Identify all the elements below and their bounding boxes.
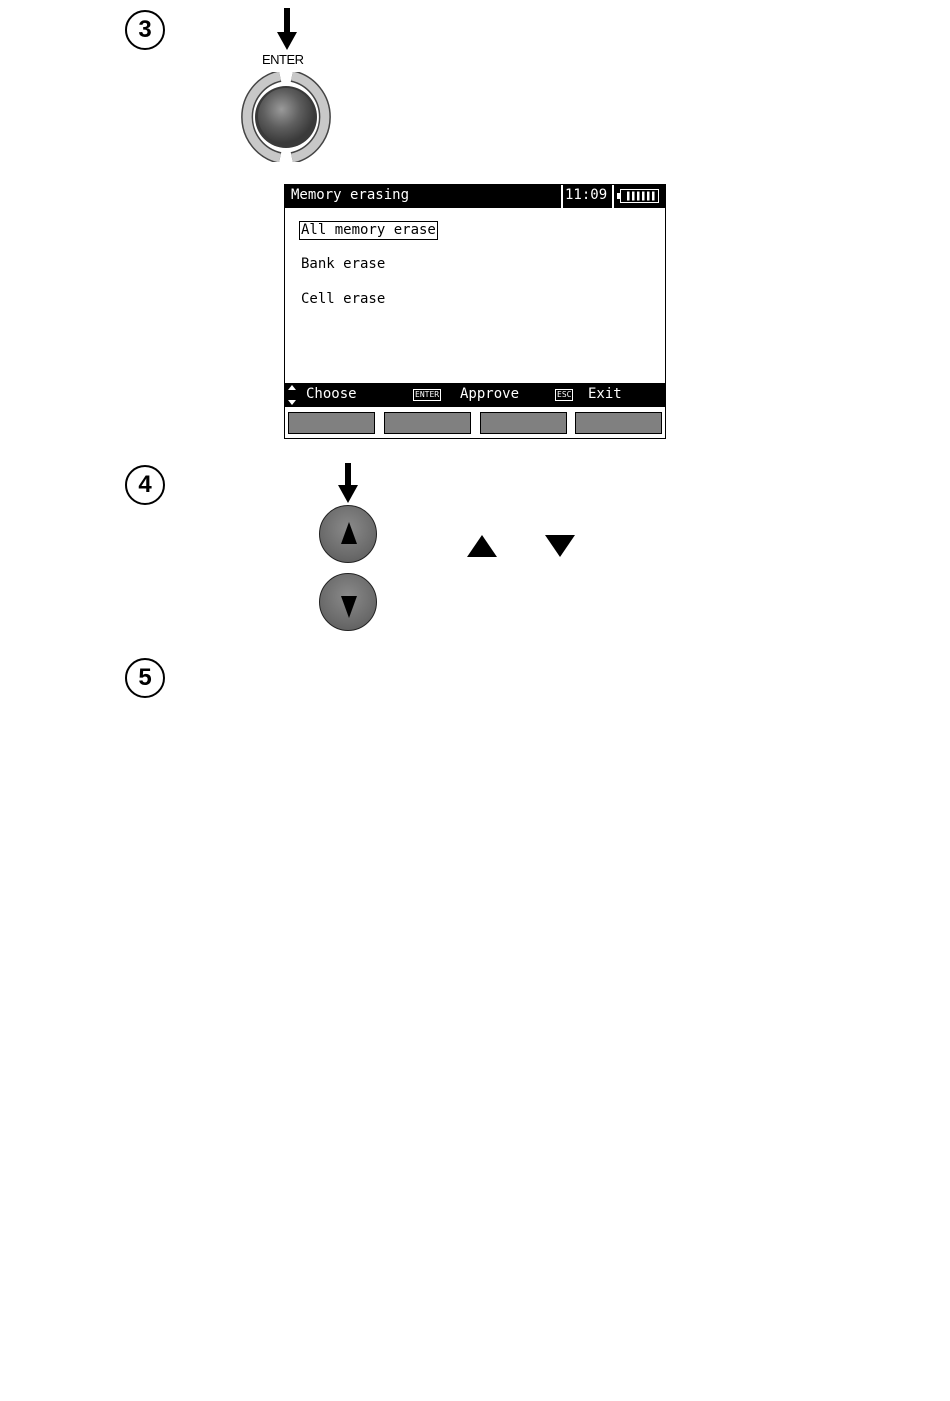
step-4-marker: [125, 465, 165, 505]
header-divider: [612, 185, 614, 208]
screen-header: [285, 185, 665, 208]
screen-title: Memory erasing: [291, 187, 410, 203]
press-arrow-icon: [338, 463, 358, 503]
arrow-up-key-icon[interactable]: [319, 505, 377, 563]
softkey-3[interactable]: [480, 412, 567, 434]
softkey-4[interactable]: [575, 412, 662, 434]
step-3-marker: [125, 10, 165, 50]
footer-choose: Choose: [306, 386, 357, 402]
up-down-arrows-icon: [288, 385, 296, 405]
footer-exit: Exit: [588, 386, 622, 402]
triangle-down-icon: [544, 534, 576, 558]
menu-item-all-memory-erase[interactable]: All memory erase: [301, 222, 436, 238]
softkey-1[interactable]: [288, 412, 375, 434]
footer-approve: Approve: [460, 386, 520, 402]
screen-footer: [285, 383, 665, 407]
softkey-2[interactable]: [384, 412, 471, 434]
softkey-row: [285, 407, 665, 438]
step-number: 3: [138, 16, 152, 43]
enter-key-label: ENTER: [262, 52, 304, 67]
device-screen: [284, 184, 666, 439]
step-number: 4: [138, 471, 152, 498]
esc-badge: ESC: [557, 390, 572, 399]
arrow-down-key-icon[interactable]: [319, 573, 377, 631]
triangle-up-icon: [466, 534, 498, 558]
enter-badge: ENTER: [415, 390, 440, 399]
menu-item-bank-erase[interactable]: Bank erase: [301, 256, 386, 272]
battery-icon: [617, 189, 659, 203]
enter-knob-icon[interactable]: [240, 72, 332, 162]
clock: 11:09: [565, 187, 608, 203]
header-divider: [561, 185, 563, 208]
step-number: 5: [138, 664, 152, 691]
menu-item-cell-erase[interactable]: Cell erase: [301, 291, 386, 307]
step-5-marker: [125, 658, 165, 698]
press-arrow-icon: [277, 8, 297, 50]
